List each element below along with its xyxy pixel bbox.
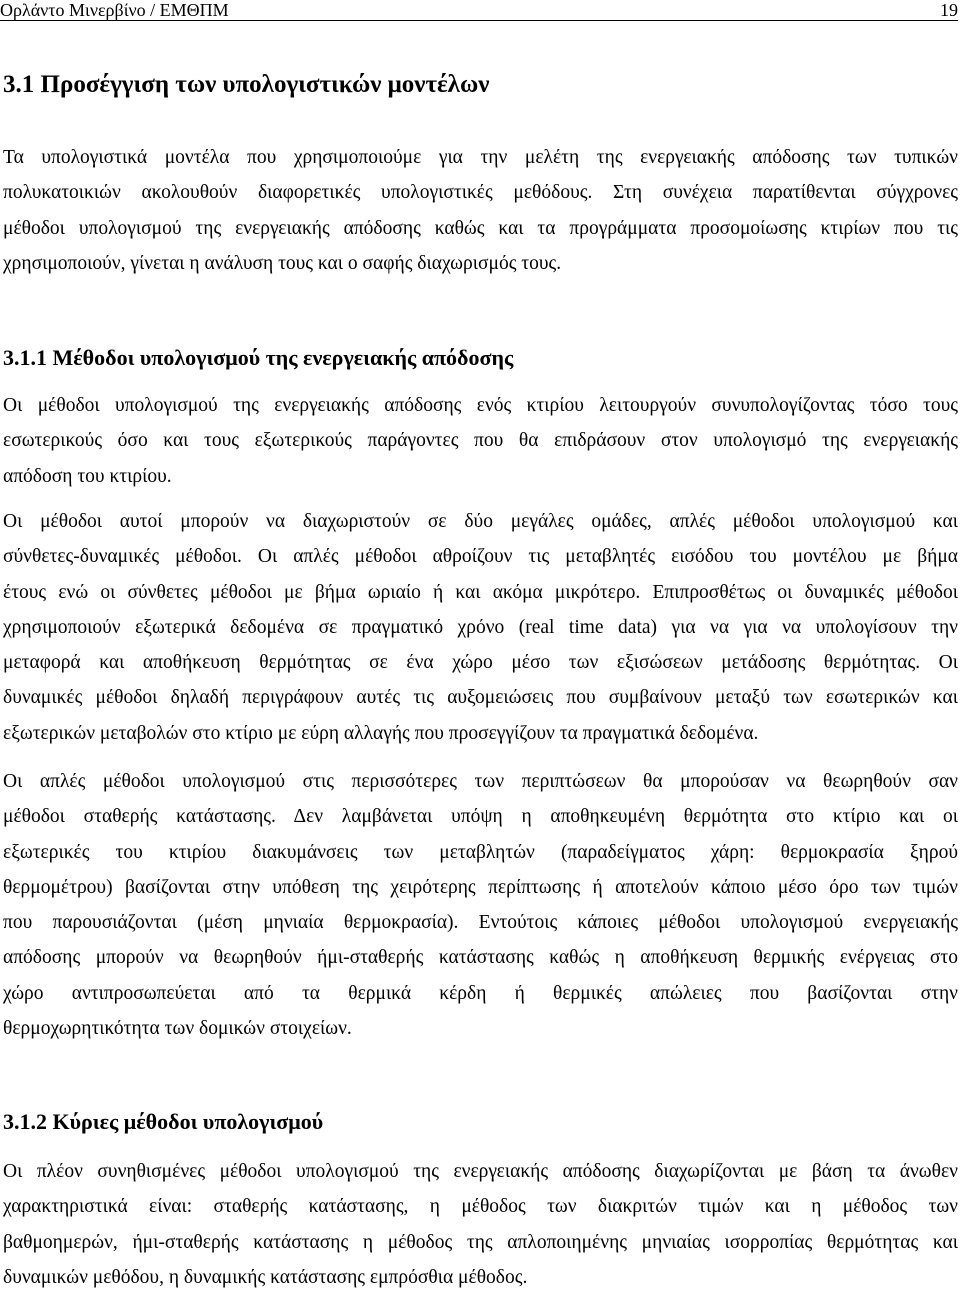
paragraph-line: μεταφορά και αποθήκευση θερμότητας σε ένα χώρο μέσο των εξισώσεων μετάδοσης θερμότητας. Οι: [3, 652, 958, 674]
paragraph: [3, 1159, 958, 1291]
paragraph-line: χώρο αντιπροσωπεύεται από τα θερμικά κέρδη ή θερμικές απώλειες που βασίζονται στην: [3, 982, 958, 1004]
paragraph: [3, 509, 958, 747]
paragraph-line: Οι μέθοδοι αυτοί μπορούν να διαχωριστούν σε δύο μεγάλες ομάδες, απλές μέθοδοι υπολογισμού και: [3, 511, 958, 532]
paragraph-line: εξωτερικές του κτιρίου διακυμάνσεις των μεταβλητών (παραδείγματος χάρη: θερμοκρασία ξηρού: [3, 841, 958, 863]
paragraph-line: Οι μέθοδοι υπολογισμού της ενεργειακής απόδοσης ενός κτιρίου λειτουργούν συνυπολογίζοντας τόσο τους: [3, 395, 958, 416]
paragraph-line: εσωτερικούς όσο και τους εξωτερικούς παράγοντες που θα επιδράσουν στον υπολογισμό της ενεργειακής: [3, 430, 958, 452]
paragraph: [3, 769, 958, 1042]
paragraph-line: έτους ενώ οι σύνθετες μέθοδοι με βήμα ωριαίο ή και ακόμα μικρότερο. Επιπροσθέτως οι δυναμικές μέθοδοι: [3, 581, 958, 603]
paragraph-line: πολυκατοικιών ακολουθούν διαφορετικές υπολογιστικές μεθόδους. Στη συνέχεια παρατίθενται σύγχρονες: [3, 182, 958, 204]
paragraph-line: μέθοδοι σταθερής κατάστασης. Δεν λαμβάνεται υπόψη η αποθηκευμένη θερμότητα στο κτίριο και οι: [3, 806, 958, 828]
paragraph-line: απόδοσης μπορούν να θεωρηθούν ήμι-σταθερής κατάστασης καθώς η αποθήκευση θερμικής ενέργειας στο: [3, 947, 958, 969]
paragraph-line: απόδοση του κτιρίου.: [3, 465, 172, 487]
paragraph-line: βαθμοημερών, ήμι-σταθερής κατάστασης η μέθοδος της απλοποιημένης μηνιαίας ισορροπίας θερμότητας και: [3, 1231, 958, 1253]
subsection-heading: 3.1.2 Κύριες μέθοδοι υπολογισμού: [3, 1109, 324, 1134]
paragraph-line: θερμοχωρητικότητα των δομικών στοιχείων.: [3, 1018, 352, 1040]
paragraph-line: μέθοδοι υπολογισμού της ενεργειακής απόδοσης καθώς και τα προγράμματα προσομοίωσης κτιρίων που τις: [3, 217, 958, 239]
paragraph-line: Οι απλές μέθοδοι υπολογισμού στις περισσότερες των περιπτώσεων θα μπορούσαν να θεωρηθούν σαν: [3, 771, 958, 792]
paragraph: [3, 393, 958, 490]
page-number: 19: [940, 0, 958, 20]
paragraph-line: χρησιμοποιούν εξωτερικά δεδομένα σε πραγματικό χρόνο (real time data) για να για να υπολογίσουν την: [3, 616, 958, 638]
subsection-heading: 3.1.1 Μέθοδοι υπολογισμού της ενεργειακής απόδοσης: [3, 345, 514, 370]
page-header: [0, 0, 958, 21]
paragraph-line: θερμομέτρου) βασίζονται στην υπόθεση της χειρότερης περίπτωσης ή αποτελούν κάποιο μέσο όρο των τιμών: [3, 876, 958, 898]
paragraph-line: που παρουσιάζονται (μέση μηνιαία θερμοκρασία). Εντούτοις κάποιες μέθοδοι υπολογισμού ενεργειακής: [3, 912, 958, 934]
header-author: Ορλάντο Μινερβίνο / ΕΜΘΠΜ: [0, 0, 229, 20]
paragraph-line: Οι πλέον συνηθισμένες μέθοδοι υπολογισμού της ενεργειακής απόδοσης διαχωρίζονται με βάση τα άνωθεν: [3, 1161, 958, 1182]
paragraph-line: εξωτερικών μεταβολών στο κτίριο με εύρη αλλαγής που προσεγγίζουν τα πραγματικά δεδομένα.: [3, 722, 759, 744]
paragraph-line: σύνθετες-δυναμικές μέθοδοι. Οι απλές μέθοδοι αθροίζουν τις μεταβλητές εισόδου του μοντέλου με βήμα: [3, 546, 958, 568]
paragraph-line: Τα υπολογιστικά μοντέλα που χρησιμοποιούμε για την μελέτη της ενεργειακής απόδοσης των τυπικών: [3, 147, 958, 168]
paragraph-line: δυναμικών μεθόδου, η δυναμικής κατάστασης εμπρόσθια μέθοδος.: [3, 1266, 528, 1288]
section-heading: 3.1 Προσέγγιση των υπολογιστικών μοντέλων: [3, 71, 490, 98]
paragraph-line: χαρακτηριστικά είναι: σταθερής κατάστασης, η μέθοδος των διακριτών τιμών και η μέθοδος των: [3, 1196, 958, 1218]
paragraph-line: δυναμικές μέθοδοι δηλαδή περιγράφουν αυτές τις αυξομειώσεις που συμβαίνουν μεταξύ των εσωτερικών και: [3, 687, 958, 709]
paragraph-line: χρησιμοποιούν, γίνεται η ανάλυση τους και ο σαφής διαχωρισμός τους.: [3, 252, 562, 274]
paragraph: [3, 145, 958, 277]
